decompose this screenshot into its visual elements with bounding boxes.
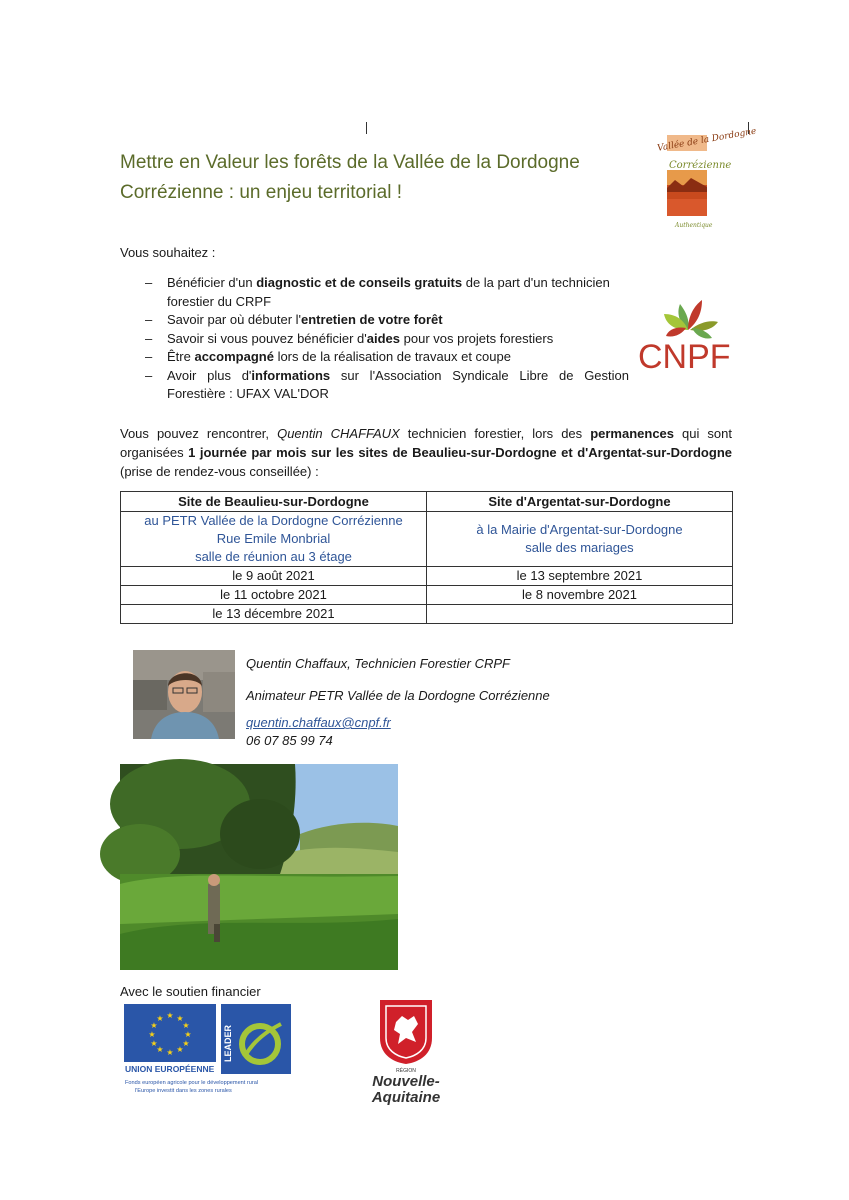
contact-block [246,655,550,750]
region-small-label: RÉGION [396,1068,416,1074]
title-line-1: Mettre en Valeur les forêts de la Vallée de la Dordogne [120,152,580,173]
svg-text:★: ★ [156,1045,164,1054]
date-cell: le 13 décembre 2021 [121,605,427,624]
list-item: – Savoir si vous pouvez bénéficier d'aides pour vos projets forestiers [145,330,629,349]
cnpf-logo-text: CNPF [638,338,731,376]
contact-role: Animateur PETR Vallée de la Dordogne Corrézienne [246,688,550,703]
title-line-2: Corrézienne : un enjeu territorial ! [120,182,402,203]
date-cell: le 8 novembre 2021 [427,586,733,605]
table-row [121,567,733,586]
table-header-beaulieu: Site de Beaulieu-sur-Dordogne [121,492,427,512]
list-item: – Avoir plus d'informations sur l'Association Syndicale Libre de Gestion Forestière : UFAX VAL'DOR [145,367,629,404]
svg-text:★: ★ [148,1030,156,1039]
svg-text:★: ★ [166,1011,174,1020]
date-cell [427,605,733,624]
svg-text:★: ★ [182,1039,190,1048]
nouvelle-aquitaine-logo [368,998,448,1106]
vallee-dordogne-logo [645,126,758,230]
svg-text:★: ★ [176,1045,184,1054]
intro-text: Vous souhaitez : [120,245,216,260]
date-cell: le 9 août 2021 [121,567,427,586]
contact-name-title: Quentin Chaffaux, Technicien Forestier CRPF [246,656,510,671]
table-header-argentat: Site d'Argentat-sur-Dordogne [427,492,733,512]
vdd-logo-text-2: Corrézienne [669,160,732,171]
list-item: – Être accompagné lors de la réalisation de travaux et coupe [145,348,629,367]
margin-mark [366,122,367,134]
svg-text:★: ★ [184,1030,192,1039]
list-item: – Savoir par où débuter l'entretien de votre forêt [145,311,629,330]
needs-list [145,274,629,404]
svg-text:★: ★ [156,1014,164,1023]
support-label: Avec le soutien financier [120,984,261,999]
vdd-logo-text-1: Vallée de la Dordogne [656,126,758,154]
vdd-logo-tagline: Authentique [675,222,713,229]
table-row [121,605,733,624]
svg-text:★: ★ [166,1048,174,1057]
contact-phone: 06 07 85 99 74 [246,733,333,748]
cnpf-logo [636,284,738,376]
argentat-location: à la Mairie d'Argentat-sur-Dordogne salle des mariages [427,512,733,567]
eu-caption-2: l'Europe investit dans les zones rurales [135,1088,232,1094]
schedule-table [120,491,733,624]
list-item: – Bénéficier d'un diagnostic et de conseils gratuits de la part d'un technicien forestier du CRPF [145,274,629,311]
eu-caption-1: Fonds européen agricole pour le développement rural [125,1080,259,1086]
forest-landscape-photo [120,764,398,970]
svg-text:★: ★ [150,1039,158,1048]
contact-email-link[interactable]: quentin.chaffaux@cnpf.fr [246,715,391,730]
leader-text: LEADER [223,1024,233,1062]
portrait-photo [133,650,235,739]
table-row [121,586,733,605]
date-cell: le 13 septembre 2021 [427,567,733,586]
region-name-2: Aquitaine [371,1089,441,1106]
svg-text:★: ★ [176,1014,184,1023]
region-name-1: Nouvelle- [372,1073,440,1090]
svg-text:★: ★ [150,1021,158,1030]
eu-name: UNION EUROPÉENNE [125,1064,215,1074]
document-title [120,148,640,208]
date-cell: le 11 octobre 2021 [121,586,427,605]
permanence-paragraph: Vous pouvez rencontrer, Quentin CHAFFAUX technicien forestier, lors des permanences qui sont organisées 1 journée par mois sur les sites de Beaulieu-sur-Dordogne et d'Argentat-sur-Dordogne (prise de rendez-vous conseillée) : [120,426,732,479]
beaulieu-location: au PETR Vallée de la Dordogne Corrézienne Rue Emile Monbrial salle de réunion au 3 étage [121,512,427,567]
svg-text:★: ★ [182,1021,190,1030]
eu-leader-logo [123,1002,293,1097]
